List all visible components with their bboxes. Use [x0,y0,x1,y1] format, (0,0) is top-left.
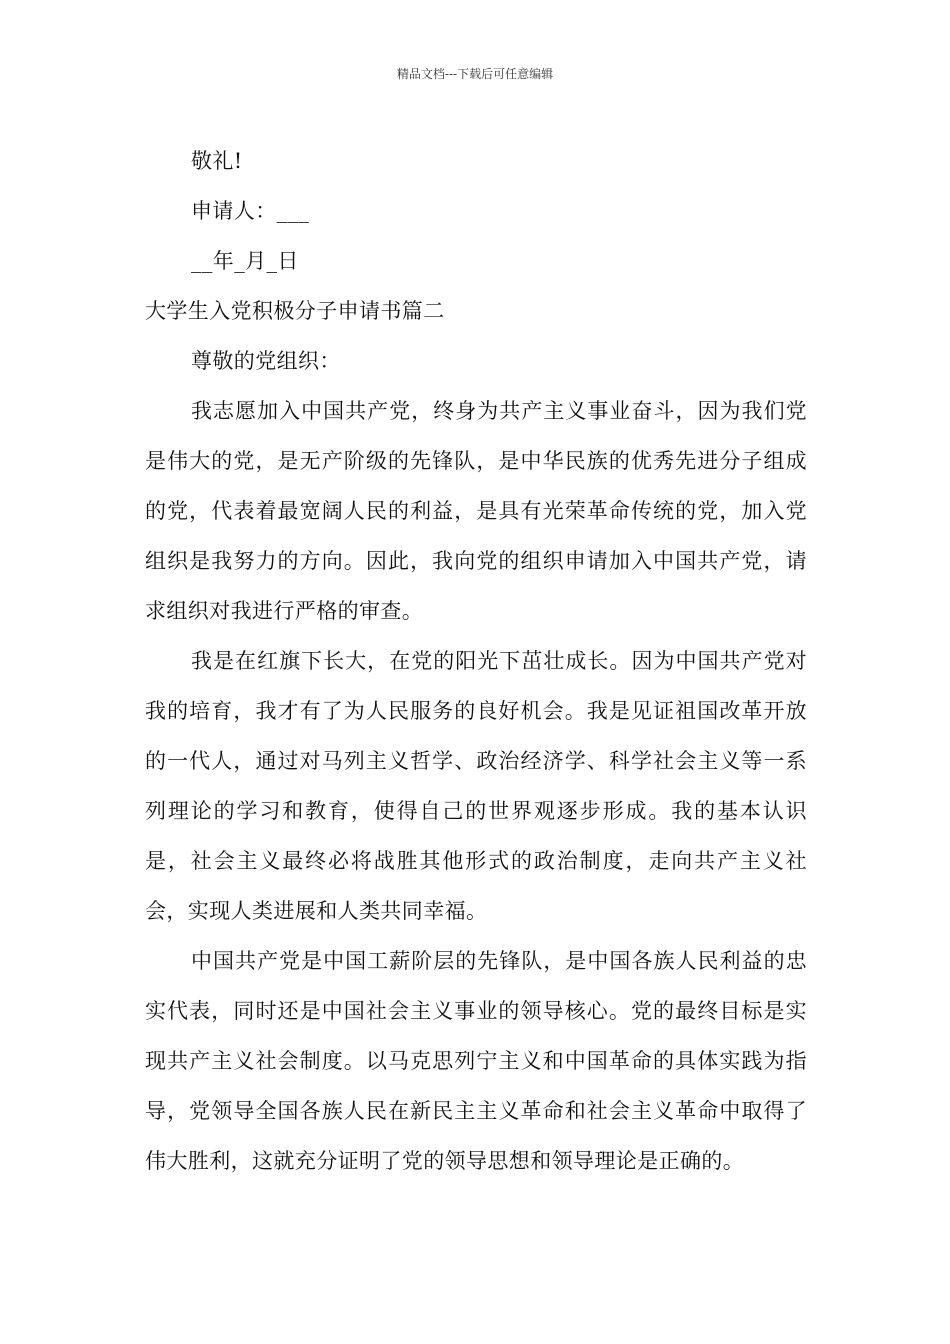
page-header: 精品文档---下载后可任意编辑 [396,67,554,81]
paragraph-2: 我是在红旗下长大，在党的阳光下茁壮成长。因为中国共产党对我的培育，我才有了为人民服务的良好机会。我是见证祖国改革开放的一代人，通过对马列主义哲学、政治经济学、科学社会主义等一系列理论的学习和教育，使得自己的世界观逐步形成。我的基本认识是，社会主义最终必将战胜其他形式的政治制度，走向共产主义社会，实现人类进展和人类共同幸福。 [145,649,807,923]
greeting: 尊敬的党组织： [191,349,341,373]
paragraph-1: 我志愿加入中国共产党，终身为共产主义事业奋斗，因为我们党是伟大的党，是无产阶级的先锋队，是中华民族的优秀先进分子组成的党，代表着最宽阔人民的利益，是具有光荣革命传统的党，加入党组织是我努力的方向。因此，我向党的组织申请加入中国共产党，请求组织对我进行严格的审查。 [145,399,807,623]
closing-salute: 敬礼! [191,149,243,173]
paragraph-3: 中国共产党是中国工薪阶层的先锋队，是中国各族人民利益的忠实代表，同时还是中国社会主义事业的领导核心。党的最终目标是实现共产主义社会制度。以马克思列宁主义和中国革命的具体实践为指导，党领导全国各族人民在新民主主义革命和社会主义革命中取得了伟大胜利，这就充分证明了党的领导思想和领导理论是正确的。 [145,949,807,1173]
date-line: __年_月_日 [191,249,299,273]
applicant-line: 申请人：___ [191,199,310,223]
document-body [145,136,807,1186]
section-title: 大学生入党积极分子申请书篇二 [145,299,445,323]
